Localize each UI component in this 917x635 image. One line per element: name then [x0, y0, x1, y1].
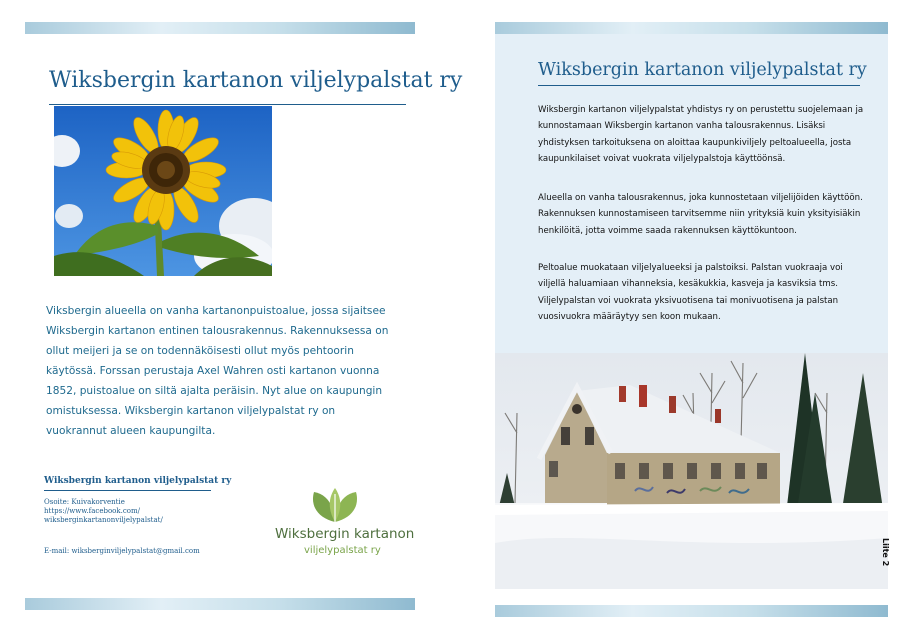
top-decor-band-left [25, 22, 415, 34]
bottom-decor-band-left [25, 598, 415, 610]
bottom-decor-band-right [495, 605, 888, 617]
side-label: Liite 2 [881, 538, 890, 567]
left-page-title: Wiksbergin kartanon viljelypalstat ry [49, 68, 463, 93]
snowy-building-photo [495, 353, 888, 589]
left-lead-paragraph: Viksbergin alueella on vanha kartanonpuistoalue, jossa sijaitsee Wiksbergin kartanon entinen talousrakennus. Rakennuksessa on ollut meijeri ja se on todennäköisesti ollut myös pehtoorin käytössä. Forssan perustaja Axel Wahren osti kartanon vuonna 1852, puistoalue on siltä ajalta peräisin. Nyt alue on kaupungin omistuksessa. Wiksbergin kartanon viljelypalstat ry on vuokrannut alueen kaupungilta. [46, 305, 389, 437]
contact-facebook-link[interactable]: https://www.facebook.com/ [44, 507, 140, 515]
contact-title: Wiksbergin kartanon viljelypalstat ry [44, 476, 232, 486]
left-title-underline [49, 104, 406, 105]
right-page-title: Wiksbergin kartanon viljelypalstat ry [538, 60, 867, 80]
contact-facebook-link-cont[interactable]: wiksberginkartanonviljelypalstat/ [44, 516, 163, 524]
leaf-logo-icon [308, 488, 362, 524]
contact-address: Osoite: Kuivakorventie [44, 498, 125, 506]
right-paragraph-1: Wiksbergin kartanon viljelypalstat yhdistys ry on perustettu suojelemaan ja kunnostamaan Wiksbergin kartanon vanha talousrakennus. Lisäksi yhdistyksen tarkoituksena on aloittaa kaupunkiviljely peltoalueella, josta kaupunkilaiset voivat vuokrata viljelypalstoja käyttöönsä. [538, 105, 864, 165]
right-paragraph-3: Peltoalue muokataan viljelyalueeksi ja palstoiksi. Palstan vuokraaja voi viljellä haluamiaan vihanneksia, kesäkukkia, kasveja ja kasviksia tms. Viljelypalstan voi vuokrata yksivuotisena tai monivuotisena ja palstan vuosivuokra määräytyy sen koon mukaan. [538, 263, 843, 323]
contact-title-underline [44, 490, 211, 491]
logo-text-main: Wiksbergin kartanon [275, 526, 415, 542]
sunflower-photo [54, 106, 272, 276]
contact-email[interactable]: E-mail: wiksberginviljelypalstat@gmail.com [44, 547, 200, 555]
logo-text-sub: viljelypalstat ry [304, 545, 381, 556]
right-title-underline [538, 85, 860, 86]
right-paragraph-2: Alueella on vanha talousrakennus, joka kunnostetaan viljelijöiden käyttöön. Rakennuksen kunnostamiseen tarvitsemme niin yrityksiä kuin yksityisiäkin henkilöitä, jotta voimme saada rakennuksen käyttökuntoon. [538, 193, 863, 236]
top-decor-band-right [495, 22, 888, 34]
